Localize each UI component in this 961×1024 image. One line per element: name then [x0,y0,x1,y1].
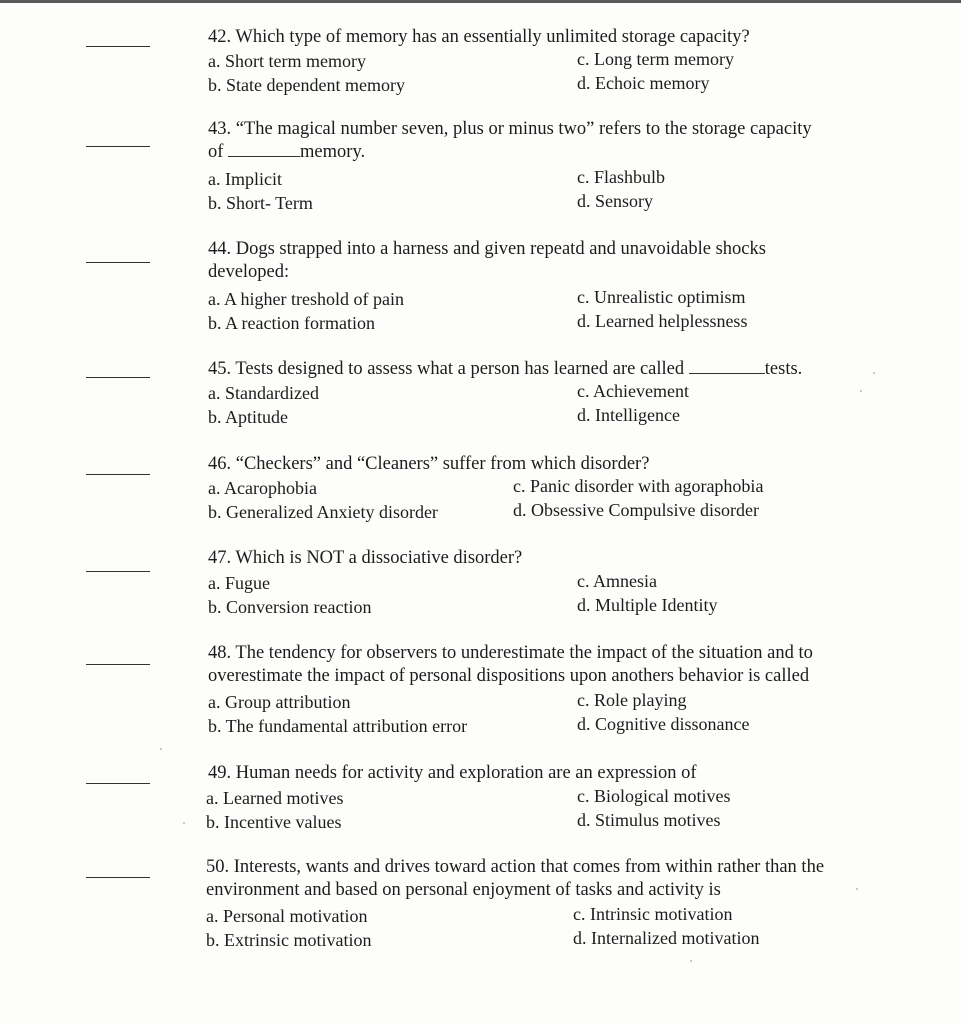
option-c-44: c. Unrealistic optimism [577,287,746,307]
option-c-43: c. Flashbulb [577,167,665,187]
option-a-46: a. Acarophobia [208,478,317,498]
option-b-44: b. A reaction formation [208,313,375,333]
option-a-44: a. A higher treshold of pain [208,289,404,309]
option-d-43: d. Sensory [577,191,653,211]
answer-blank-43[interactable] [86,146,150,147]
scan-speck [690,960,692,962]
answer-blank-45[interactable] [86,377,150,378]
question-stem-43-post: memory. [300,142,366,162]
answer-blank-50[interactable] [86,877,150,878]
page-top-border [0,0,961,3]
option-b-45: b. Aptitude [208,407,288,427]
question-stem-47: 47. Which is NOT a dissociative disorder? [208,548,523,568]
question-stem-43-line1: 43. “The magical number seven, plus or minus two” refers to the storage capacity [208,119,812,139]
option-c-45: c. Achievement [577,381,689,401]
option-b-50: b. Extrinsic motivation [206,930,372,950]
option-d-49: d. Stimulus motives [577,810,721,830]
option-b-42: b. State dependent memory [208,75,405,95]
answer-blank-47[interactable] [86,571,150,572]
question-stem-45-post: tests. [764,359,803,379]
inline-blank-43 [228,141,300,157]
option-b-48: b. The fundamental attribution error [208,716,468,736]
option-d-42: d. Echoic memory [577,73,710,93]
question-stem-46: 46. “Checkers” and “Cleaners” suffer from which disorder? [208,454,650,474]
scan-speck [873,372,875,374]
scan-speck [160,748,162,750]
option-c-46: c. Panic disorder with agoraphobia [513,476,764,496]
option-a-48: a. Group attribution [208,692,351,712]
question-stem-42: 42. Which type of memory has an essentially unlimited storage capacity? [208,27,750,47]
answer-blank-49[interactable] [86,783,150,784]
option-a-50: a. Personal motivation [206,906,368,926]
option-a-47: a. Fugue [208,573,270,593]
answer-blank-42[interactable] [86,46,150,47]
option-b-47: b. Conversion reaction [208,597,372,617]
question-stem-49: 49. Human needs for activity and exploration are an expression of [208,763,697,783]
answer-blank-44[interactable] [86,262,150,263]
option-c-49: c. Biological motives [577,786,731,806]
option-c-48: c. Role playing [577,690,687,710]
question-stem-45-pre: 45. Tests designed to assess what a person has learned are called [208,359,685,379]
option-b-46: b. Generalized Anxiety disorder [208,502,438,522]
option-b-43: b. Short- Term [208,193,313,213]
option-d-48: d. Cognitive dissonance [577,714,750,734]
option-a-43: a. Implicit [208,169,282,189]
option-a-42: a. Short term memory [208,51,366,71]
option-c-50: c. Intrinsic motivation [573,904,733,924]
option-d-47: d. Multiple Identity [577,595,718,615]
option-b-49: b. Incentive values [206,812,342,832]
option-d-50: d. Internalized motivation [573,928,760,948]
scan-speck [183,822,185,824]
option-a-49: a. Learned motives [206,788,344,808]
question-stem-44: 44. Dogs strapped into a harness and given repeatd and unavoidable shocks developed: [208,239,766,282]
question-stem-48: 48. The tendency for observers to underestimate the impact of the situation and to overestimate the impact of personal dispositions upon anothers behavior is called [208,643,813,686]
option-d-44: d. Learned helplessness [577,311,748,331]
question-stem-50: 50. Interests, wants and drives toward action that comes from within rather than the environment and based on personal enjoyment of tasks and activity is [206,857,825,900]
question-stem-45 [208,358,898,381]
scan-speck [856,888,858,890]
option-c-42: c. Long term memory [577,49,734,69]
question-stem-43-pre: of [208,142,224,162]
question-stem-43 [208,118,898,164]
option-d-45: d. Intelligence [577,405,680,425]
scan-speck [860,390,862,392]
option-a-45: a. Standardized [208,383,319,403]
option-c-47: c. Amnesia [577,571,657,591]
answer-blank-46[interactable] [86,474,150,475]
answer-blank-48[interactable] [86,664,150,665]
inline-blank-45 [689,358,765,374]
option-d-46: d. Obsessive Compulsive disorder [513,500,759,520]
